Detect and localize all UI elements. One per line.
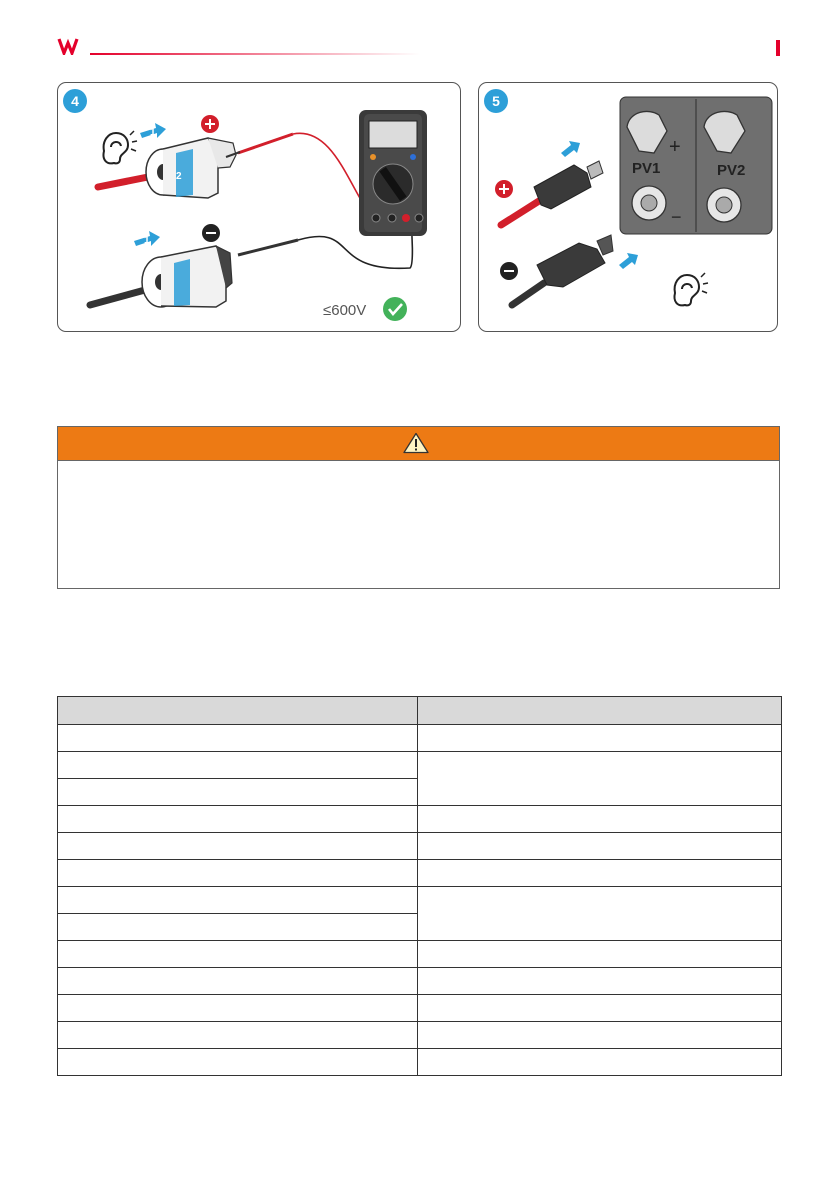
table-cell: [418, 725, 782, 752]
minus-badge-icon: [202, 224, 220, 242]
table-row: [58, 887, 782, 914]
minus-sign: −: [671, 207, 682, 227]
figure-step-4: [57, 82, 461, 332]
table-row: [58, 1022, 782, 1049]
table-row: [58, 968, 782, 995]
table-cell: [58, 995, 418, 1022]
pv2-label: PV2: [717, 162, 746, 179]
warning-header: [58, 427, 779, 461]
table-row: [58, 806, 782, 833]
svg-text:4: 4: [71, 93, 79, 109]
table-cell: [58, 779, 418, 806]
table-cell: [418, 1049, 782, 1076]
table-cell: [418, 752, 782, 806]
table-row: [58, 860, 782, 887]
table-row: [58, 1049, 782, 1076]
table-header-row: [58, 697, 782, 725]
table-cell: [418, 806, 782, 833]
plus-sign: +: [669, 136, 681, 158]
table-row: [58, 995, 782, 1022]
pv1-label: PV1: [632, 160, 661, 177]
negative-cable-connector: [500, 235, 638, 305]
table-cell: [418, 995, 782, 1022]
table-cell: [418, 968, 782, 995]
goodwe-logo-icon: [57, 37, 79, 55]
warning-box: [57, 426, 780, 589]
ear-icon: [674, 273, 708, 305]
warning-triangle-icon: [403, 432, 429, 454]
table-cell: [58, 1049, 418, 1076]
table-cell: [58, 1022, 418, 1049]
table-cell: [418, 941, 782, 968]
table-row: [58, 752, 782, 779]
table-cell: [58, 833, 418, 860]
figure-step-5: [478, 82, 778, 332]
plus-badge-icon: [201, 115, 219, 133]
svg-text:1: 1: [150, 127, 156, 138]
table-cell: [418, 833, 782, 860]
positive-connector: [98, 138, 236, 198]
multimeter-icon: [359, 110, 427, 236]
rotate-arrow-2: [176, 171, 182, 182]
table-cell: [418, 1022, 782, 1049]
table-cell: [58, 914, 418, 941]
table-cell: [58, 968, 418, 995]
table-row: [58, 941, 782, 968]
table-row: [58, 725, 782, 752]
svg-text:1: 1: [144, 235, 150, 246]
table-cell: [58, 887, 418, 914]
table-header-cell: [58, 697, 418, 725]
step-badge: [63, 89, 87, 113]
svg-text:2: 2: [176, 171, 182, 182]
parts-table: [57, 696, 782, 1076]
negative-connector: [90, 246, 232, 307]
voltage-limit-label: ≤600V: [323, 302, 367, 319]
ear-icon: [103, 131, 137, 163]
rotate-arrow-3: [134, 231, 160, 246]
positive-cable-connector: [495, 141, 603, 225]
table-cell: [58, 725, 418, 752]
table-cell: [418, 887, 782, 941]
svg-text:5: 5: [492, 93, 500, 109]
table-cell: [418, 860, 782, 887]
table-cell: [58, 941, 418, 968]
checkmark-icon: [383, 297, 407, 321]
table-cell: [58, 752, 418, 779]
table-cell: [58, 860, 418, 887]
table-cell: [58, 806, 418, 833]
rotate-arrow-1: [140, 123, 166, 138]
step-badge: [484, 89, 508, 113]
table-header-cell: [418, 697, 782, 725]
table-row: [58, 833, 782, 860]
warning-body: [58, 461, 779, 589]
header-rule: [90, 53, 420, 55]
page-marker: [776, 40, 780, 56]
pv-port-plate: [620, 97, 772, 234]
